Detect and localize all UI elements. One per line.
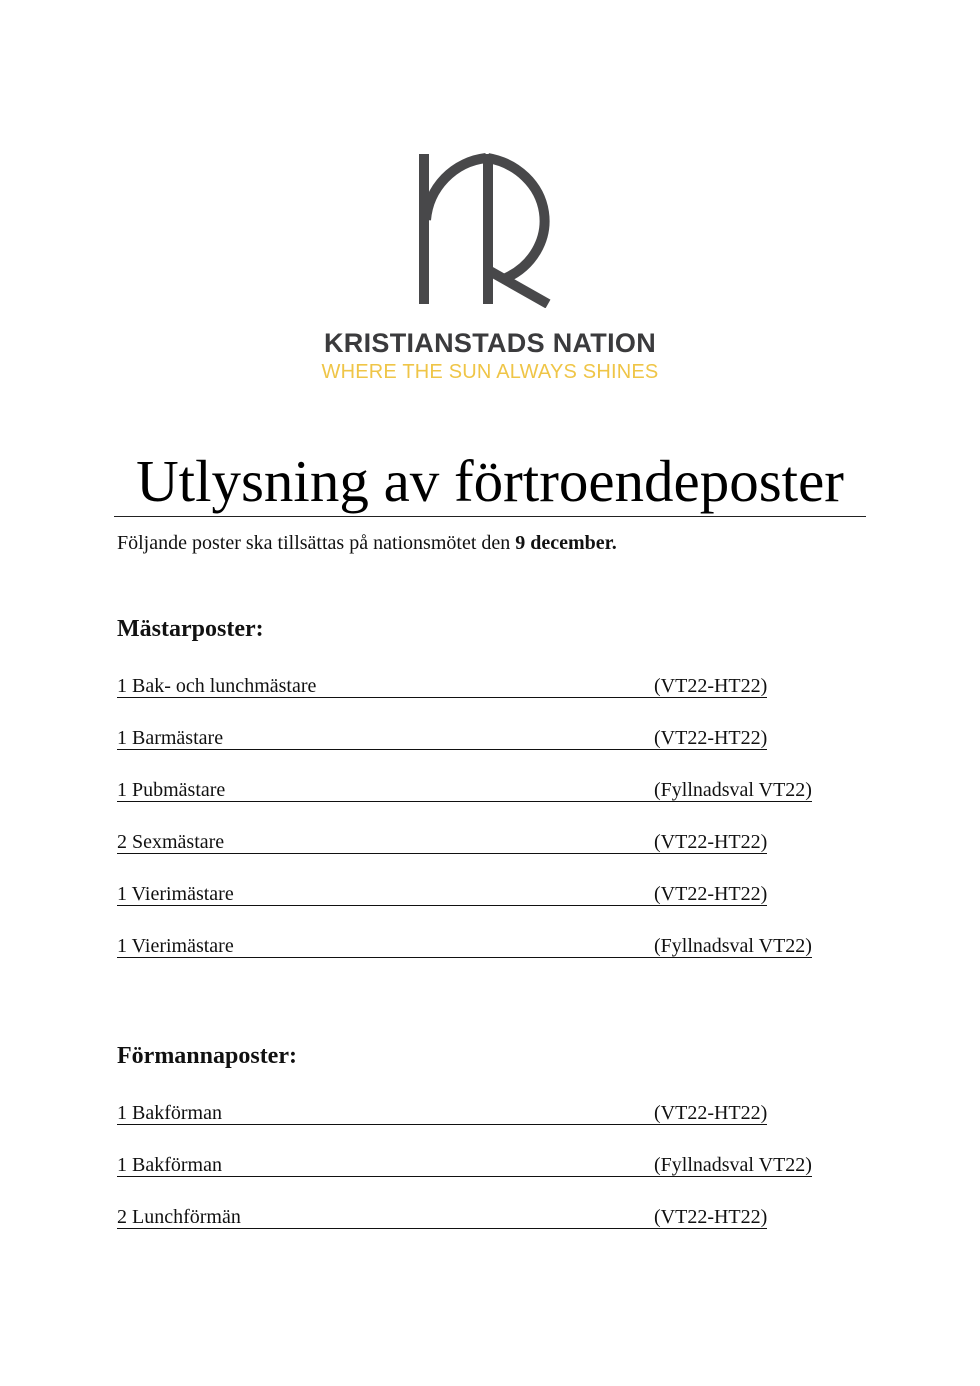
- nation-logo-icon: [416, 150, 566, 308]
- intro-sentence: Följande poster ska tillsättas på nationsmötet den: [117, 532, 516, 554]
- position-period: (VT22-HT22): [654, 1102, 768, 1124]
- position-name: 2 Lunchförmän: [117, 1205, 654, 1229]
- position-name: 1 Bakförman: [117, 1101, 654, 1125]
- position-name: 2 Sexmästare: [117, 830, 654, 854]
- position-period: (VT22-HT22): [654, 1206, 768, 1228]
- organization-tagline: WHERE THE SUN ALWAYS SHINES: [321, 361, 659, 383]
- position-period: (VT22-HT22): [654, 675, 768, 697]
- section-heading-mastarposter: Mästarposter:: [117, 616, 264, 642]
- position-period: (VT22-HT22): [654, 831, 768, 853]
- intro-text: [117, 532, 617, 555]
- position-name: 1 Vierimästare: [117, 934, 654, 958]
- organization-name: KRISTIANSTADS NATION: [324, 328, 656, 358]
- position-name: 1 Barmästare: [117, 726, 654, 750]
- position-period: (VT22-HT22): [654, 727, 768, 749]
- intro-date: 9 december.: [515, 532, 617, 554]
- position-period: (VT22-HT22): [654, 883, 768, 905]
- section-heading-formannaposter: Förmannaposter:: [117, 1043, 297, 1069]
- position-name: 1 Bakförman: [117, 1153, 654, 1177]
- position-name: 1 Vierimästare: [117, 882, 654, 906]
- position-name: 1 Pubmästare: [117, 778, 654, 802]
- position-period: (Fyllnadsval VT22): [654, 1154, 812, 1176]
- position-period: (Fyllnadsval VT22): [654, 935, 812, 957]
- page-title: Utlysning av förtroendeposter: [114, 446, 866, 517]
- position-name: 1 Bak- och lunchmästare: [117, 674, 654, 698]
- position-period: (Fyllnadsval VT22): [654, 779, 812, 801]
